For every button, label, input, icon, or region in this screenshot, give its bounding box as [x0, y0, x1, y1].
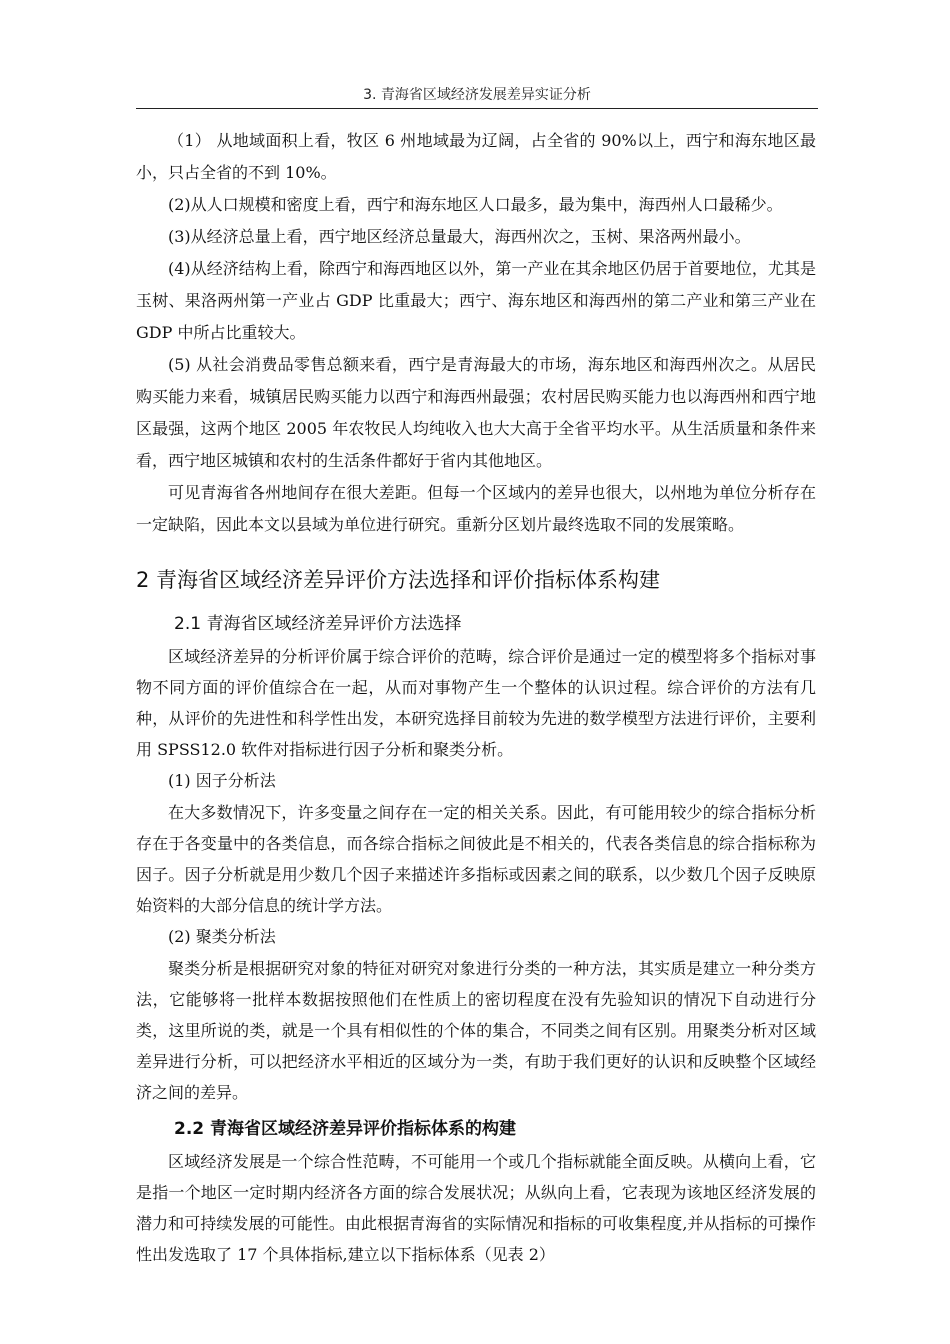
paragraph-factor-analysis: 在大多数情况下，许多变量之间存在一定的相关关系。因此，有可能用较少的综合指标分析存在于各变量中的各类信息，而各综合指标之间彼此是不相关的，代表各类信息的综合指标称为因子。因子分析就是用少数几个因子来描述许多指标或因素之间的联系，以少数几个因子反映原始资料的大部分信息的统计学方法。 — [136, 803, 816, 915]
method-label-cluster: (2) 聚类分析法 — [168, 927, 276, 946]
paragraph-cluster-analysis: 聚类分析是根据研究对象的特征对研究对象进行分类的一种方法，其实质是建立一种分类方法，它能够将一批样本数据按照他们在性质上的密切程度在没有先验知识的情况下自动进行分类，这里所说的类，就是一个具有相似性的个体的集合，不同类之间有区别。用聚类分析对区域差异进行分析，可以把经济水平相近的区域分为一类，有助于我们更好的认识和反映整个区域经济之间的差异。 — [136, 959, 816, 1102]
subsection-heading-2-1: 2.1 青海省区域经济差异评价方法选择 — [174, 614, 462, 634]
paragraph-conclusion: 可见青海省各州地间存在很大差距。但每一个区域内的差异也很大，以州地为单位分析存在一定缺陷，因此本文以县域为单位进行研究。重新分区划片最终选取不同的发展策略。 — [136, 483, 816, 534]
section-heading-2: 2 青海省区域经济差异评价方法选择和评价指标体系构建 — [136, 568, 661, 592]
paragraph-consumption: (5) 从社会消费品零售总额来看，西宁是青海最大的市场，海东地区和海西州次之。从居民购买能力来看，城镇居民购买能力以西宁和海西州最强；农村居民购买能力也以海西州和西宁地区最强，这两个地区 2005 年农牧民人均纯收入也大大高于全省平均水平。从生活质量和条件来看，西宁地区城镇和农村的生活条件都好于省内其他地区。 — [136, 355, 816, 470]
method-label-factor: (1) 因子分析法 — [168, 771, 276, 790]
paragraph-population: (2)从人口规模和密度上看，西宁和海东地区人口最多，最为集中，海西州人口最稀少。 — [168, 195, 783, 214]
header-rule — [136, 108, 818, 109]
subsection-heading-2-2: 2.2 青海省区域经济差异评价指标体系的构建 — [174, 1119, 517, 1139]
paragraph-area: （1） 从地域面积上看，牧区 6 州地域最为辽阔，占全省的 90%以上，西宁和海东地区最小，只占全省的不到 10%。 — [136, 131, 816, 182]
paragraph-economy-structure: (4)从经济结构上看，除西宁和海西地区以外，第一产业在其余地区仍居于首要地位，尤其是玉树、果洛两州第一产业占 GDP 比重最大；西宁、海东地区和海西州的第二产业和第三产业在 GDP 中所占比重较大。 — [136, 259, 816, 342]
running-header: 3. 青海省区域经济发展差异实证分析 — [363, 87, 591, 103]
paragraph-method-intro: 区域经济差异的分析评价属于综合评价的范畴，综合评价是通过一定的模型将多个指标对事物不同方面的评价值综合在一起，从而对事物产生一个整体的认识过程。综合评价的方法有几种，从评价的先进性和科学性出发，本研究选择目前较为先进的数学模型方法进行评价，主要利用 SPSS12.0 软件对指标进行因子分析和聚类分析。 — [136, 647, 816, 759]
page-body — [136, 125, 816, 1270]
paragraph-indicator-system: 区域经济发展是一个综合性范畴，不可能用一个或几个指标就能全面反映。从横向上看，它是指一个地区一定时期内经济各方面的综合发展状况；从纵向上看，它表现为该地区经济发展的潜力和可持续发展的可能性。由此根据青海省的实际情况和指标的可收集程度,并从指标的可操作性出发选取了 17 个具体指标,建立以下指标体系（见表 2） — [136, 1152, 816, 1264]
paragraph-economy-total: (3)从经济总量上看，西宁地区经济总量最大，海西州次之，玉树、果洛两州最小。 — [168, 227, 751, 246]
